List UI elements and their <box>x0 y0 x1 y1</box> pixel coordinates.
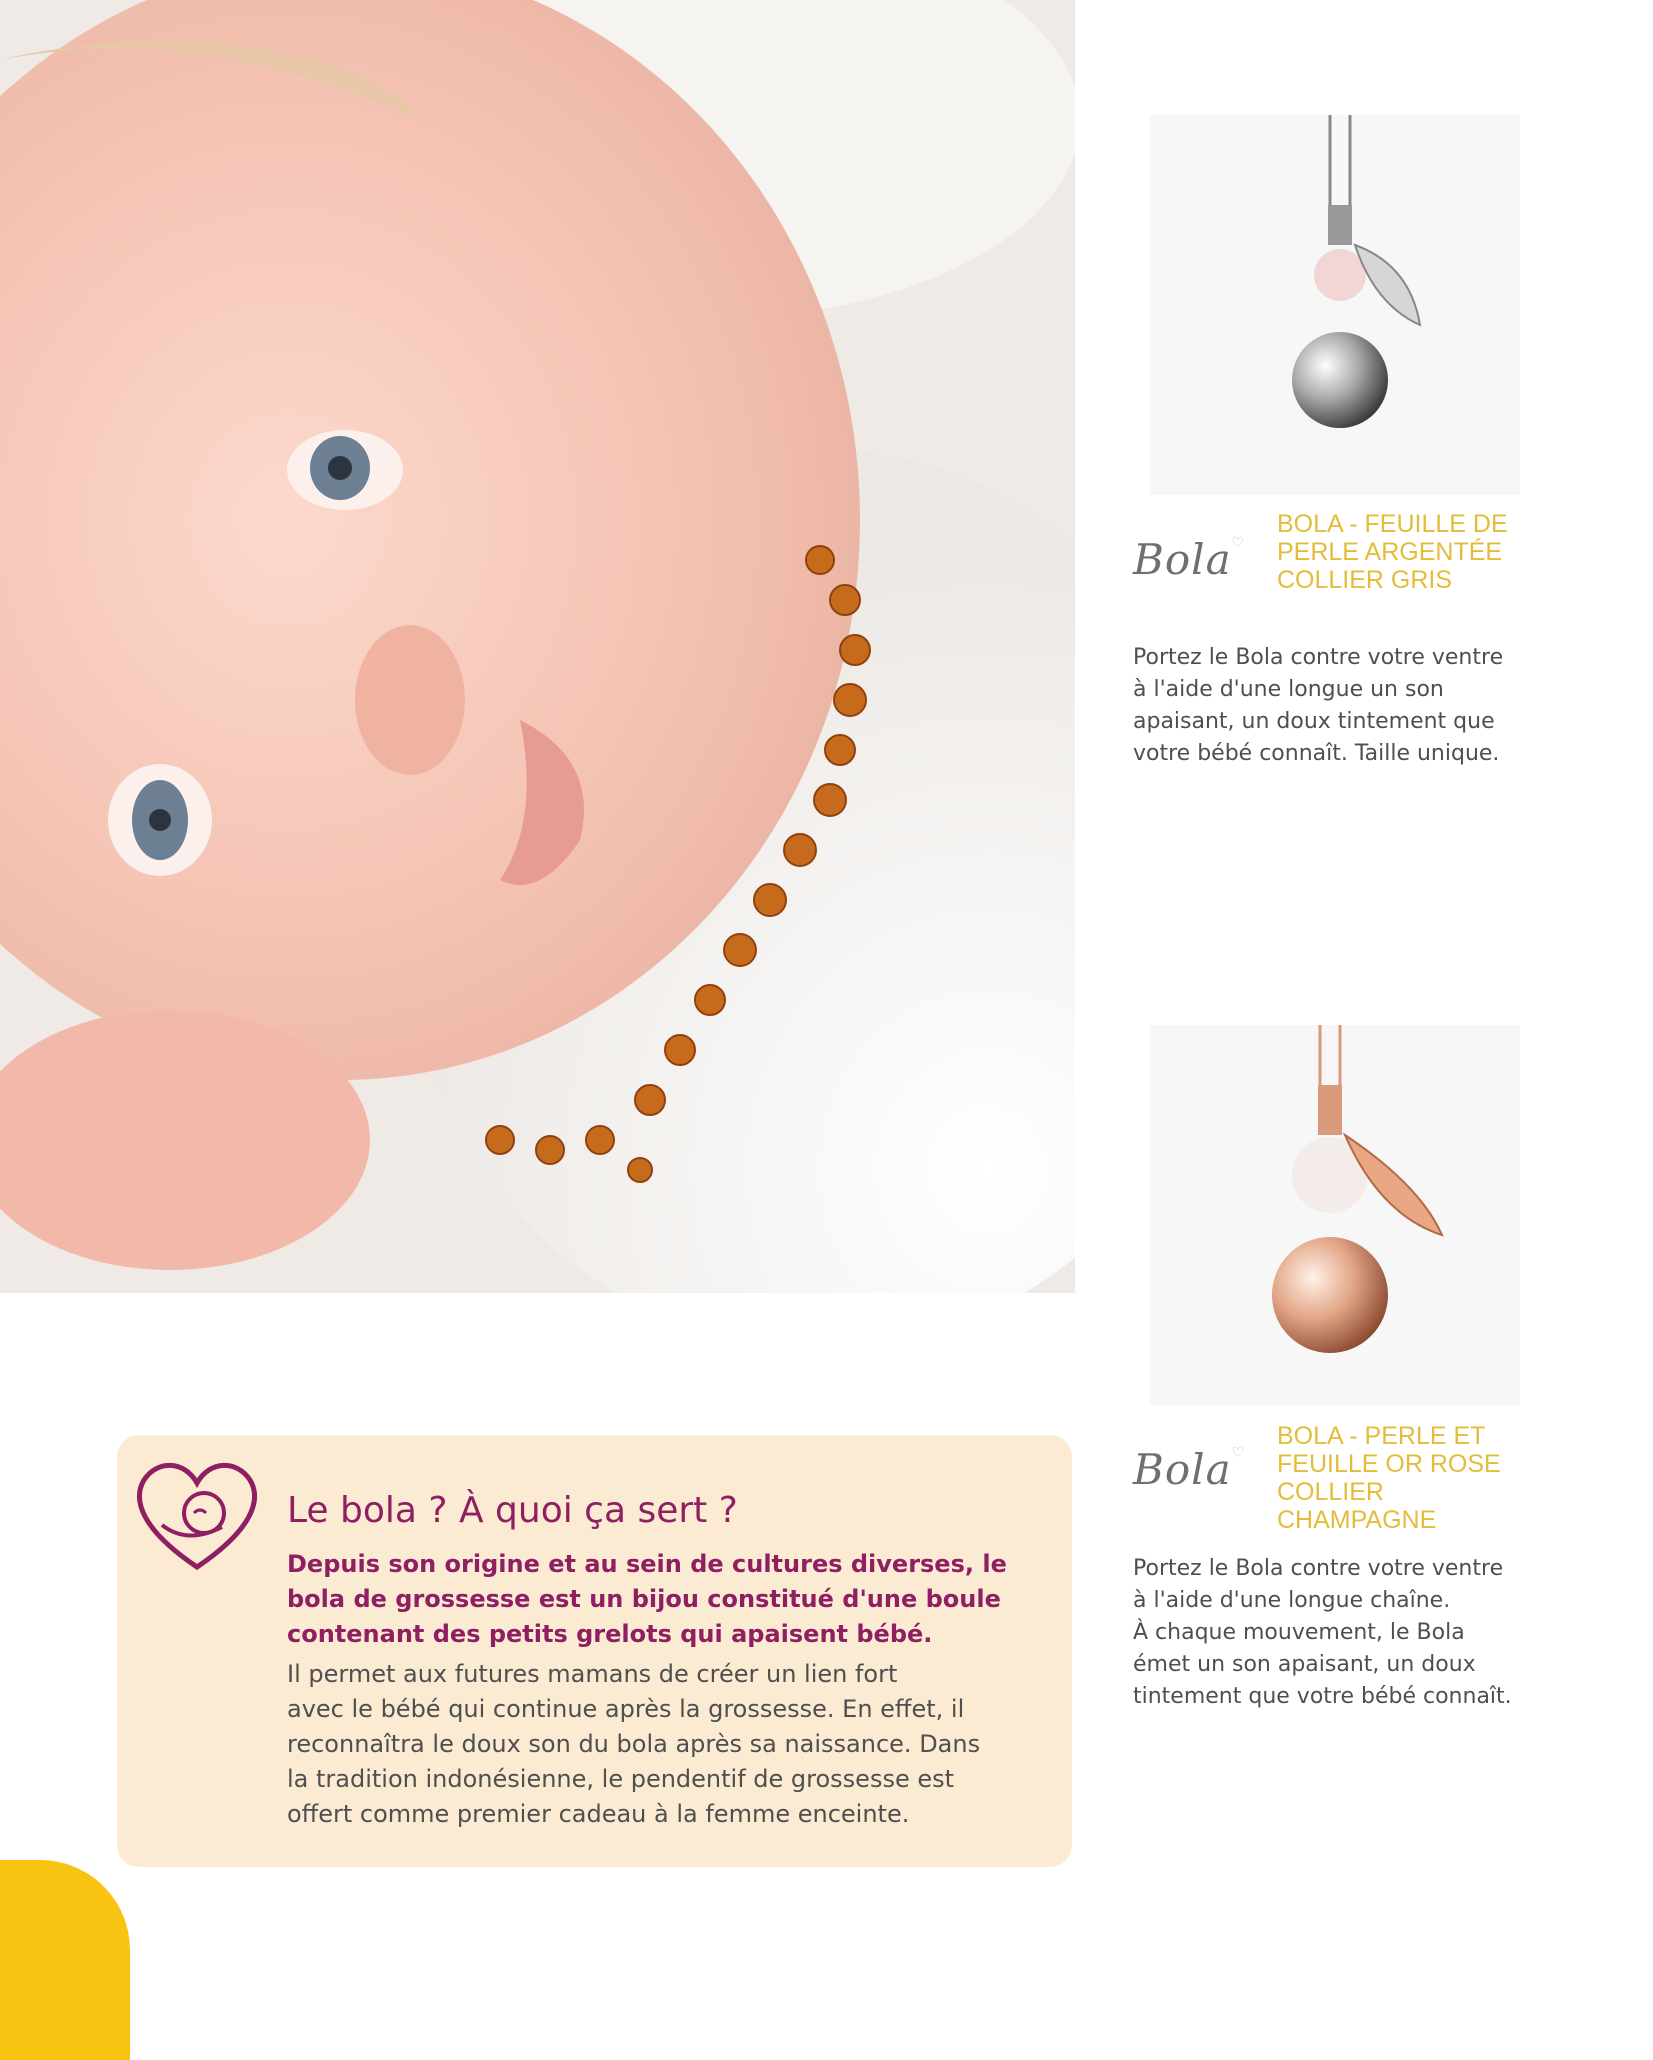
desc-line: Portez le Bola contre votre ventre <box>1133 1556 1504 1581</box>
silver-pendant-icon <box>1150 115 1520 495</box>
product-title-rosegold <box>1277 1422 1501 1534</box>
title-line: BOLA - FEUILLE DE <box>1277 510 1508 538</box>
body-line: reconnaîtra le doux son du bola après sa naissance. Dans <box>287 1730 981 1758</box>
title-line: COLLIER GRIS <box>1277 566 1453 594</box>
rosegold-pendant-icon <box>1150 1025 1520 1405</box>
desc-line: À chaque mouvement, le Bola <box>1133 1620 1465 1645</box>
title-line: FEUILLE OR ROSE <box>1277 1450 1501 1478</box>
lead-line: bola de grossesse est un bijou constitué d'une boule <box>287 1585 1001 1613</box>
desc-line: émet un son apaisant, un doux <box>1133 1652 1476 1677</box>
body-line: Il permet aux futures mamans de créer un lien fort <box>287 1660 898 1688</box>
baby-photo <box>0 0 1075 1293</box>
baby-illustration <box>0 0 1075 1293</box>
desc-line: Portez le Bola contre votre ventre <box>1133 645 1504 670</box>
product-image-rosegold <box>1150 1025 1520 1405</box>
desc-line: votre bébé connaît. Taille unique. <box>1133 741 1500 766</box>
product-description-rosegold <box>1133 1553 1553 1713</box>
info-lead <box>287 1547 1017 1652</box>
desc-line: à l'aide d'une longue chaîne. <box>1133 1588 1451 1613</box>
bola-logo: Bola♡ <box>1133 1445 1246 1494</box>
desc-line: tintement que votre bébé connaît. <box>1133 1684 1512 1709</box>
body-line: offert comme premier cadeau à la femme enceinte. <box>287 1800 910 1828</box>
title-line: PERLE ARGENTÉE <box>1277 538 1503 566</box>
product-description-silver <box>1133 642 1553 770</box>
title-line: COLLIER <box>1277 1478 1384 1506</box>
info-body <box>287 1657 1047 1832</box>
lead-line: contenant des petits grelots qui apaisent bébé. <box>287 1620 933 1648</box>
desc-line: à l'aide d'une longue un son <box>1133 677 1444 702</box>
info-title: Le bola ? À quoi ça sert ? <box>287 1490 738 1531</box>
title-line: CHAMPAGNE <box>1277 1506 1437 1534</box>
bola-logo: Bola♡ <box>1133 535 1246 584</box>
title-line: BOLA - PERLE ET <box>1277 1422 1486 1450</box>
body-line: la tradition indonésienne, le pendentif de grossesse est <box>287 1765 955 1793</box>
product-title-silver <box>1277 510 1508 594</box>
product-image-silver <box>1150 115 1520 495</box>
info-box <box>117 1435 1072 1867</box>
desc-line: apaisant, un doux tintement que <box>1133 709 1495 734</box>
lead-line: Depuis son origine et au sein de cultures diverses, le <box>287 1550 1007 1578</box>
body-line: avec le bébé qui continue après la grossesse. En effet, il <box>287 1695 965 1723</box>
corner-decoration <box>0 1860 130 2060</box>
heart-baby-icon <box>132 1455 262 1580</box>
